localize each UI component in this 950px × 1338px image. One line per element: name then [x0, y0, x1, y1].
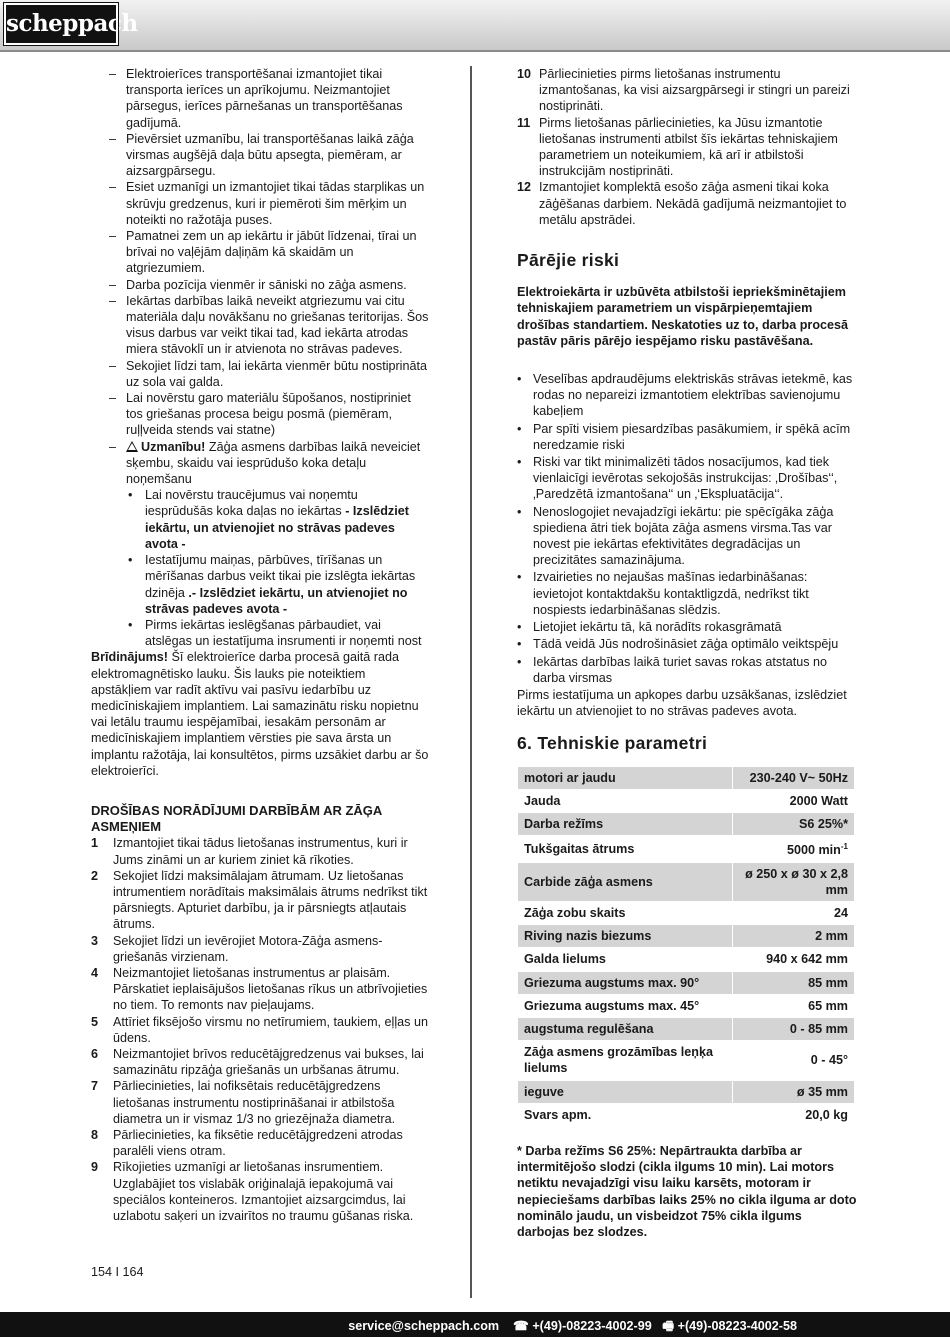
parameter-name: Carbide zāģa asmens	[518, 862, 733, 901]
table-row	[518, 948, 855, 971]
table-row	[518, 901, 855, 924]
table-row	[518, 862, 855, 901]
parameter-value: 2000 Watt	[733, 789, 855, 812]
numbered-item	[91, 868, 429, 933]
sub-bullet-text: Pirms iekārtas ieslēgšanas pārbaudiet, vai atslēgas un iestatījuma insrumenti ir noņemti nost	[145, 617, 422, 649]
table-row	[518, 766, 855, 789]
item-text: Neizmantojiet lietošanas instrumentus ar plaisām. Pārskatiet ieplaisājušos lietošanas rīkus un atbrīvojieties no tiem. To remonts nav pieļaujams.	[113, 965, 428, 1013]
parameter-name: Zāģa asmens grozāmības leņķa lielums	[518, 1041, 733, 1080]
parameter-name: augstuma regulēšana	[518, 1017, 733, 1040]
parameter-value: ø 35 mm	[733, 1080, 855, 1103]
risk-bullet-item: • Izvairieties no nejaušas mašīnas iedarbināšanas: ievietojot kontaktdakšu kontaktligzdā, nedrīkst tikt nospiests iedarbināšanas slēdzis.	[517, 569, 857, 618]
numbered-item	[91, 1127, 429, 1159]
parameter-value: 2 mm	[733, 925, 855, 948]
item-number: 8	[91, 1128, 99, 1142]
item-number: 3	[91, 933, 99, 948]
numbered-item	[91, 965, 429, 1014]
dash-list-item: – Esiet uzmanīgi un izmantojiet tikai tādas starplikas un skrūvju gredzenus, kuri ir piemēroti šim mērķim un noteikti no ražotāja puses.	[91, 179, 429, 228]
item-number: 10	[517, 67, 532, 81]
scheppach-logo: scheppach	[4, 3, 118, 45]
table-row	[518, 812, 855, 835]
phone-icon: ☎	[513, 1319, 529, 1333]
item-text: Pirms lietošanas pārliecinieties, ka Jūsu izmantotie lietošanas instrumenti atbilst šīs iekārtas tehniskajiem parametriem un noteikumiem, kā arī ir atbilstoši instrukcijām nostiprināti.	[539, 115, 838, 179]
table-row	[518, 836, 855, 862]
parameter-name: motori ar jaudu	[518, 766, 733, 789]
section-title: DROŠĪBAS NORĀDĪJUMI DARBĪBĀM AR ZĀĢA ASMEŅIEM	[91, 802, 382, 835]
residual-risks-heading: Pārējie riski	[517, 250, 620, 271]
parameter-name: Griezuma augstums max. 45°	[518, 994, 733, 1017]
parameter-value: S6 25%*	[733, 812, 855, 835]
dash-list-item: – Pievērsiet uzmanību, lai transportēšanas laikā zāģa virsmas augšējā daļa būtu apsegta, piemēram, ar aizsargpārsegu.	[91, 131, 429, 180]
numbered-item	[91, 835, 429, 867]
sub-bullet-text: Lai novērstu traucējumus vai noņemtu iesprūdušās koka daļas no iekārtas	[145, 488, 358, 519]
sub-bullet	[91, 617, 429, 649]
numbered-item	[517, 66, 857, 115]
parameter-name: Darba režīms	[518, 812, 733, 835]
duty-cycle-footnote: * Darba režīms S6 25%: Nepārtraukta darbība ar intermitējošo slodzi (cikla ilgums 10 min). Lai motors netiktu nevajadzīgi visu laiku karsēts, motoram ir nepieciešams darbības laiks 25% no cikla ilguma ar doto nominālo jaudu, un visbeidzot 75% cikla ilgums darbojas bez slodzes.	[517, 1143, 857, 1239]
footer-contacts	[348, 1317, 797, 1338]
table-row	[518, 971, 855, 994]
warning-text: Šī elektroierīce darba procesā gaitā rada elektromagnētisko lauku. Šis lauks pie noteiktiem apstākļiem var radīt aktīvu vai pasīvu iedarbību uz medicīniskajiem implantiem. Lai samazinātu risku nopietnu vai letālu traumu iespējamībai, iesakām personām ar medicīniskajiem implantiem vērsties pie sava ārsta un implantu ražotāja, lai konsultētos, pirms uzsākiet darbu ar šo elektroierīci.	[91, 650, 429, 778]
numbered-item	[91, 933, 429, 965]
right-column	[517, 66, 857, 1240]
item-number: 2	[91, 868, 99, 883]
table-row	[518, 1041, 855, 1080]
transport-safety-list	[91, 66, 429, 439]
table-row	[518, 925, 855, 948]
numbered-item	[91, 1078, 429, 1127]
risk-bullet-item: • Nenoslogojiet nevajadzīgi iekārtu: pie spēcīgāka zāģa spiediena ātri tiek bojāta zāģa asmens virsma.Tas var novest pie iekārtas efektivitātes degradācijas un precizitātes samazinājuma.	[517, 504, 857, 569]
fax-icon: 🖷	[662, 1319, 675, 1333]
sub-bullet-text: Iestatījumu maiņas, pārbūves, tīrīšanas un mērīšanas darbus veikt tikai pie izslēgta iekārtas dzinēja	[145, 553, 416, 600]
parameter-value: 230-240 V~ 50Hz	[733, 766, 855, 789]
risk-bullet-item: • Iekārtas darbības laikā turiet savas rokas atstatus no darba virsmas	[517, 654, 857, 686]
residual-risks-list	[517, 371, 857, 686]
table-row	[518, 789, 855, 812]
residual-risks-outro: Pirms iestatījuma un apkopes darbu uzsākšanas, izslēdziet iekārtu un atvienojiet to no strāvas padeves avota.	[517, 687, 847, 719]
dash-list-item: – Lai novērstu garo materiālu šūpošanos, nostipriniet tos griešanas procesa beigu posmā (piemēram, ruļļveida stends vai statne)	[91, 390, 429, 439]
service-email-link[interactable]: service@scheppach.com	[348, 1319, 500, 1333]
table-row	[518, 1103, 855, 1126]
dash-list-item: – Darba pozīcija vienmēr ir sāniski no zāģa asmens.	[91, 277, 429, 293]
item-text: Sekojiet līdzi maksimālajam ātrumam. Uz lietošanas intrumentiem norādītais maksimālais ātrums nedrīkst tikt pārsniegts. Apturiet darbību, ja ir pārsniegts atļautais ātrums.	[113, 868, 428, 932]
table-row	[518, 994, 855, 1017]
sub-bullet-bold: .- Izslēdziet iekārtu, un atvienojiet no strāvas padeves avota -	[145, 585, 408, 616]
dash-list-item: – Elektroierīces transportēšanai izmantojiet tikai transporta ierīces un aprīkojumu. Neizmantojiet pārsegus, ierīces pārnešanas un transportēšanas gadījumā.	[91, 66, 429, 131]
item-number: 5	[91, 1014, 99, 1029]
risk-bullet-item: • Veselības apdraudējums elektriskās strāvas ietekmē, kas rodas no nepareizi izmantotiem elektrības savienojumu kabeļiem	[517, 371, 857, 420]
parameter-name: Zāģa zobu skaits	[518, 901, 733, 924]
item-number: 9	[91, 1160, 99, 1175]
item-text: Pārliecinieties pirms lietošanas instrumentu izmantošanas, ka visi aizsargpārsegi ir stingri un pareizi nostiprināti.	[539, 67, 850, 114]
item-text: Pārliecinieties, lai nofiksētais reducētājgredzens lietošanas instrumentu nostiprināšanai ir atbilstoša diametra un ir vismaz 1/3 no griezējnaža diametra.	[113, 1079, 396, 1126]
numbered-item	[91, 1046, 429, 1078]
sub-bullet	[91, 552, 429, 617]
sub-bullet	[91, 487, 429, 552]
parameter-value: ø 250 x ø 30 x 2,8 mm	[733, 862, 855, 901]
parameter-value: 85 mm	[733, 971, 855, 994]
parameter-value: 0 - 45°	[733, 1041, 855, 1080]
page-number: 154 I 164	[91, 1265, 144, 1279]
parameter-name: Riving nazis biezums	[518, 925, 733, 948]
numbered-item	[517, 115, 857, 180]
parameter-value: 65 mm	[733, 994, 855, 1017]
risk-bullet-item: • Par spīti visiem piesardzības pasākumiem, ir spēkā acīm neredzamie riski	[517, 421, 857, 453]
parameter-value: 0 - 85 mm	[733, 1017, 855, 1040]
parameter-value: 5000 $\min^{-1}$	[733, 836, 855, 862]
parameter-name: Jauda	[518, 789, 733, 812]
item-number: 1	[91, 836, 99, 851]
item-text: Pārliecinieties, ka fiksētie reducētājgredzeni atrodas paralēli viens otram.	[113, 1128, 403, 1159]
footer-bar	[0, 1312, 950, 1337]
numbered-item	[517, 179, 857, 228]
dash-list-item: – Sekojiet līdzi tam, lai iekārta vienmēr būtu nostiprināta uz sola vai galda.	[91, 358, 429, 390]
item-number: 12	[517, 180, 532, 195]
warning-list-item	[91, 439, 429, 488]
item-number: 7	[91, 1079, 99, 1094]
dash-list-item: – Pamatnei zem un ap iekārtu ir jābūt līdzenai, tīrai un brīvai no vaļējām daļiņām kā skaidām un atgriezumiem.	[91, 228, 429, 277]
risk-bullet-item: • Lietojiet iekārtu tā, kā norādīts rokasgrāmatā	[517, 619, 857, 635]
saw-blade-safety-list-continued	[517, 66, 857, 228]
numbered-item	[91, 1159, 429, 1224]
risk-bullet-item: • Riski var tikt minimalizēti tādos nosacījumos, kad tiek vienlaicīgi ievērotas sekojošās instrukcijas: ‚Drošības‘‘, ‚Paredzētā izmantošana‘‘ un ‚‘Ekspluatācija‘‘.	[517, 454, 857, 503]
risk-bullet-item: • Tādā veidā Jūs nodrošināsiet zāģa optimālo veiktspēju	[517, 636, 857, 652]
parameter-value: 940 x 642 mm	[733, 948, 855, 971]
item-text: Neizmantojiet brīvos reducētājgredzenus vai bukses, lai samazinātu ripzāģa griešanās un urbšanas ātrumu.	[113, 1046, 424, 1078]
residual-risks-intro: Elektroiekārta ir uzbūvēta atbilstoši iepriekšminētajiem tehniskajiem parametriem un vispārpieņemtajiem drošības standartiem. Neskatoties uz to, darba procesā pastāv pāris pārējo iespējamo risku pastāvēšana.	[517, 285, 849, 348]
technical-data-table	[517, 766, 855, 1127]
dash-list-item: – Iekārtas darbības laikā neveikt atgriezumu vai citu materiāla daļu novākšanu no griešanas teritorijas. Šos visus darbus var veikt tikai tad, kad iekārta atrodas miera stāvoklī un ir atvienota no strāvas padeves.	[91, 293, 429, 358]
parameter-value: 20,0 kg	[733, 1103, 855, 1126]
header-bar	[0, 0, 950, 52]
left-column	[91, 66, 429, 1224]
parameter-name: Griezuma augstums max. 90°	[518, 971, 733, 994]
item-text: Izmantojiet komplektā esošo zāģa asmeni tikai koka zāģēšanas darbiem. Nekādā gadījumā neizmantojiet to metālu apstrādei.	[539, 180, 847, 227]
item-text: Rīkojieties uzmanīgi ar lietošanas insrumentiem. Uzglabājiet tos vislabāk oriģinalajā iepakojumā vai speciālos konteineros. Izmantojiet aizsargcimdus, lai uzlabotu saķeri un izvairītos no traumu gūšanas riska.	[113, 1160, 414, 1224]
caution-text: Zāģa asmens darbības laikā neveiciet sķembu, skaidu vai iesprūdušo koka detaļu noņemšanu	[126, 439, 421, 487]
parameter-name: Galda lielums	[518, 948, 733, 971]
item-text: Attīriet fiksējošo virsmu no netīrumiem, taukiem, eļļas un ūdens.	[113, 1014, 428, 1045]
item-number: 6	[91, 1046, 99, 1061]
parameter-name: ieguve	[518, 1080, 733, 1103]
warning-triangle-icon	[126, 441, 138, 452]
caution-label: Uzmanību!	[141, 439, 206, 454]
table-row	[518, 1017, 855, 1040]
sub-bullet-bold: - Izslēdziet iekārtu, un atvienojiet no strāvas padeves avota -	[145, 504, 409, 551]
item-text: Izmantojiet tikai tādus lietošanas instrumentus, kuri ir Jums zināmi un ar kuriem ziniet kā rīkoties.	[113, 836, 408, 867]
technical-data-heading: 6. Tehniskie parametri	[517, 733, 708, 754]
warning-label: Brīdinājums!	[91, 650, 168, 665]
emf-warning-paragraph	[91, 649, 429, 779]
item-text: Sekojiet līdzi un ievērojiet Motora-Zāģa asmens-griešanās virzienam.	[113, 933, 383, 964]
phone-number: +(49)-08223-4002-99	[532, 1319, 652, 1333]
parameter-name: Tukšgaitas ātrums	[518, 836, 733, 862]
parameter-name: Svars apm.	[518, 1103, 733, 1126]
saw-blade-safety-list	[91, 835, 429, 1224]
item-number: 11	[517, 115, 531, 130]
column-divider	[470, 66, 472, 1298]
numbered-item	[91, 1014, 429, 1046]
parameter-value: 24	[733, 901, 855, 924]
fax-number: +(49)-08223-4002-58	[677, 1319, 797, 1333]
table-row	[518, 1080, 855, 1103]
item-number: 4	[91, 965, 99, 980]
